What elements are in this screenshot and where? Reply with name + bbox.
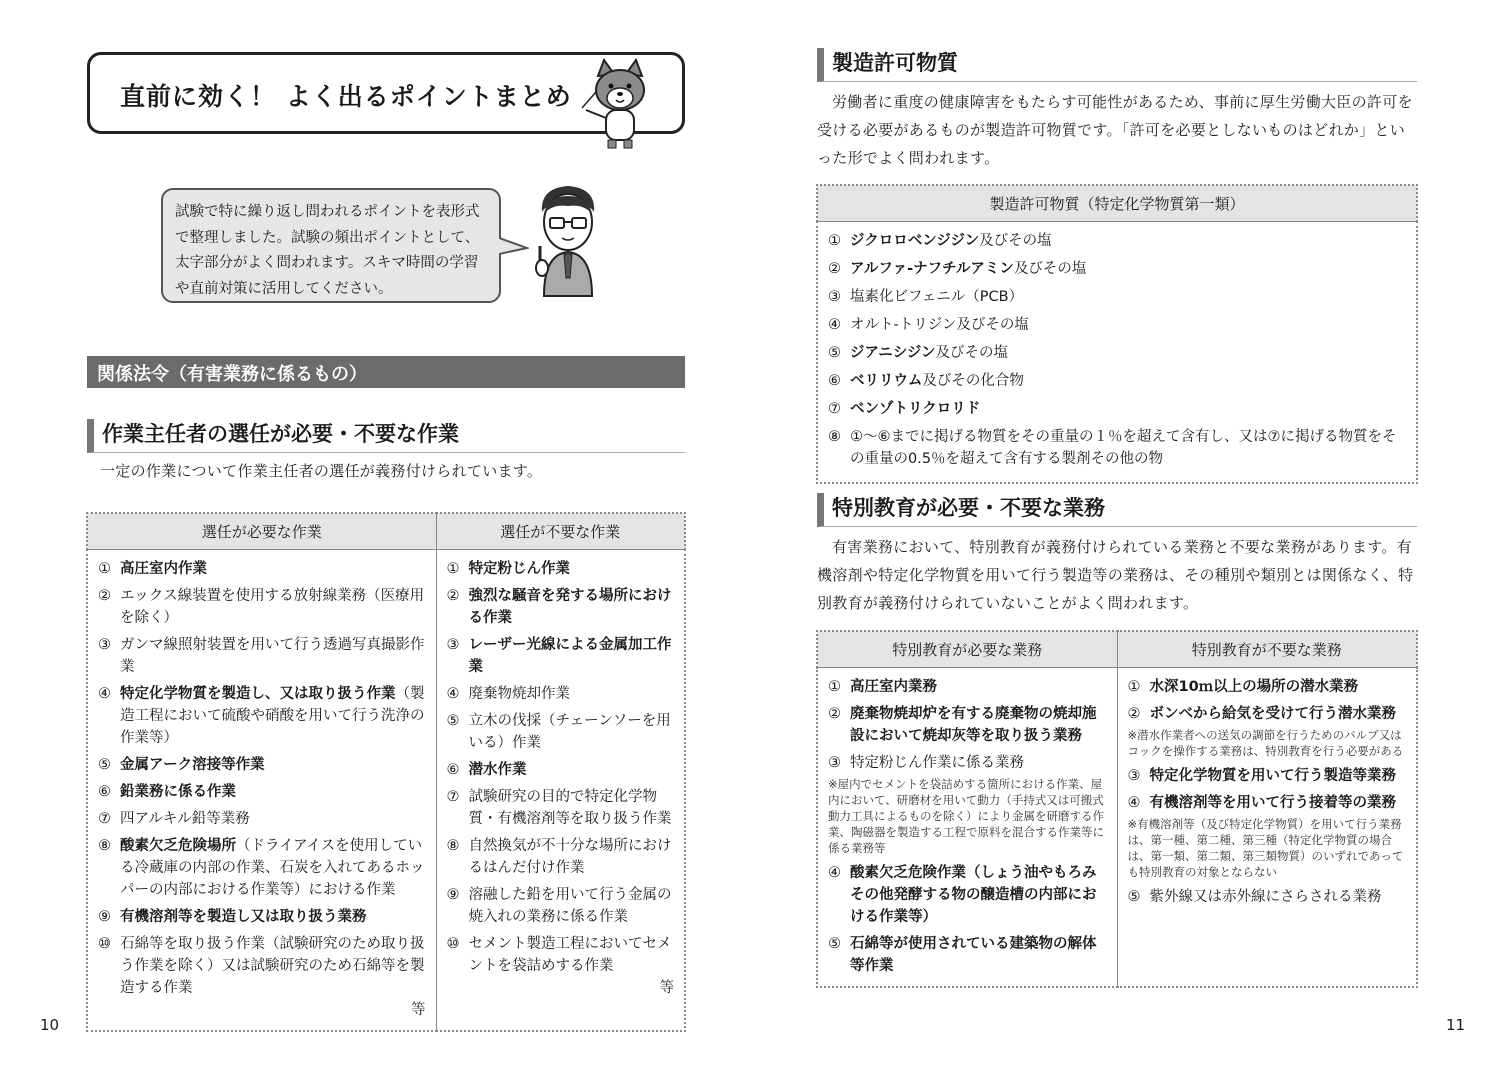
section-heading-tokubetsu: 特別教育が必要・不要な業務 [817,493,1417,527]
list-item: ③ 塩素化ビフェニル（PCB） [828,288,1024,305]
page-title: 直前に効く！ よく出るポイントまとめ [120,82,572,111]
note-text: ※有機溶剤等（及び特定化学物質）を用いて行う業務は、第一種、第二種、第三種（特定化学物質の場合は、第一類、第二類、第三類物質）のいずれであっても特別教育の対象とならない [1127,816,1404,879]
page-number-right: 11 [1446,1016,1466,1034]
list-item: ④ オルト-トリジン及びその塩 [828,316,1029,333]
list-seizou [817,221,1417,483]
list-item: ⑤ 石綿等が使用されている建築物の解体等作業 [828,935,1097,974]
list-item: ④ 酸素欠乏危険作業（しょう油やもろみその他発酵する物の醸造槽の内部における作業等） [828,864,1097,925]
list-item: ① 高圧室内業務 [828,678,937,695]
section-lead-seizou: 労働者に重度の健康障害をもたらす可能性があるため、事前に厚生労働大臣の許可を受ける必要があるものが製造許可物質です。「許可を必要としないものはどれか」といった形でよく問われます。 [817,93,1413,167]
section-heading-seizou: 製造許可物質 [817,48,1417,82]
table-tokubetsu [816,630,1418,988]
list-item: ③ ガンマ線照射装置を用いて行う透過写真撮影作業 [98,636,425,675]
col-header-not-required: 選任が不要な作業 [436,513,685,549]
list-item: ⑧ ①～⑥までに掲げる物質をその重量の１％を超えて含有し、又は⑦に掲げる物質をその重量の0.5％を超えて含有する製剤その他の物 [828,428,1397,467]
note-text: ※屋内でセメントを袋詰めする箇所における作業、屋内において、研磨材を用いて動力（手持式又は可搬式動力工具によるものを除く）により金属を研磨する作業、陶磁器を製造する工程で原料を混合する作業等に係る業務等 [828,776,1104,855]
col-header-edu-required: 特別教育が必要な業務 [817,631,1117,667]
section-band: 関係法令（有害業務に係るもの） [87,356,685,388]
col-header-seizou: 製造許可物質（特定化学物質第一類） [817,185,1417,221]
speech-bubble-tail [499,236,529,258]
list-item: ② ボンベから給気を受けて行う潜水業務 [1127,705,1396,722]
list-item: ② エックス線装置を使用する放射線業務（医療用を除く） [98,587,425,626]
section-heading-sennin: 作業主任者の選任が必要・不要な作業 [87,419,685,453]
col-header-required: 選任が必要な作業 [87,513,436,549]
list-item: ⑤ 立木の伐採（チェーンソーを用いる）作業 [446,712,671,751]
table-sennin [86,512,686,1032]
list-item: ③ レーザー光線による金属加工作業 [446,636,672,675]
note-text: ※潜水作業者への送気の調節を行うためのバルブ又はコックを操作する業務は、特別教育を行う必要がある [1127,727,1404,758]
list-not-required [436,549,685,1031]
list-item: ① 水深10ｍ以上の場所の潜水業務 [1127,678,1359,695]
teacher-illustration-icon [528,182,608,297]
list-item: ⑩ セメント製造工程においてセメントを袋詰めする作業 等 [446,935,674,996]
list-item: ② アルファ-ナフチルアミン及びその塩 [828,260,1087,277]
list-item: ③ 特定化学物質を用いて行う製造等業務 [1127,767,1396,784]
list-item: ② 強烈な騒音を発する場所における作業 [446,587,672,626]
list-item: ⑧ 自然換気が不十分な場所におけるはんだ付け作業 [446,837,672,876]
list-item: ② 廃棄物焼却炉を有する廃棄物の焼却施設において焼却灰等を取り扱う業務 [828,705,1097,744]
table-seizou [816,184,1418,484]
list-item: ③ 特定粉じん作業に係る業務 [828,754,1024,771]
list-item: ① 特定粉じん作業 [446,560,570,577]
list-item: ⑤ ジアニシジン及びその塩 [828,344,1009,361]
list-item: ⑦ 四アルキル鉛等業務 [98,810,250,827]
section-lead-tokubetsu: 有害業務において、特別教育が義務付けられている業務と不要な業務があります。有機溶剤や特定化学物質を用いて行う製造等の業務は、その種別や類別とは関係なく、特別教育が義務付けられていないことがよく問われます。 [817,538,1414,612]
list-item: ⑦ ベンゾトリクロリド [828,400,981,417]
list-item: ⑥ 潜水作業 [446,761,527,778]
list-item: ④ 有機溶剤等を用いて行う接着等の業務 [1127,794,1396,811]
list-item: ⑥ 鉛業務に係る作業 [98,783,236,800]
list-item: ⑨ 有機溶剤等を製造し又は取り扱う業務 [98,908,367,925]
list-item: ① ジクロロベンジジン及びその塩 [828,232,1052,249]
list-item: ⑥ ベリリウム及びその化合物 [828,372,1024,389]
list-required [87,549,436,1031]
section-lead-sennin: 一定の作業について作業主任者の選任が義務付けられています。 [100,462,543,480]
list-edu-required [817,667,1117,987]
list-item: ⑩ 石綿等を取り扱う作業（試験研究のため取り扱う作業を除く）又は試験研究のため石綿等を製造する作業 等 [98,935,426,1018]
list-item: ④ 特定化学物質を製造し、又は取り扱う作業（製造工程において硫酸や硝酸を用いて行う洗浄の作業等） [98,685,425,746]
list-item: ⑤ 紫外線又は赤外線にさらされる業務 [1127,888,1382,905]
list-item: ① 高圧室内作業 [98,560,207,577]
list-item: ⑨ 溶融した鉛を用いて行う金属の焼入れの業務に係る作業 [446,886,672,925]
speech-bubble: 試験で特に繰り返し問われるポイントを表形式で整理しました。試験の頻出ポイントとして、太字部分がよく問われます。スキマ時間の学習や直前対策に活用してください。 [161,188,501,303]
list-item: ⑧ 酸素欠乏危険場所（ドライアイスを使用している冷蔵庫の内部の作業、石炭を入れてあるホッパーの内部における作業等）における作業 [98,837,425,898]
dog-mascot-icon [580,58,660,150]
col-header-edu-not-required: 特別教育が不要な業務 [1117,631,1417,667]
list-item: ⑦ 試験研究の目的で特定化学物質・有機溶剤等を取り扱う作業 [446,788,672,827]
list-item: ④ 廃棄物焼却作業 [446,685,570,702]
list-item: ⑤ 金属アーク溶接等作業 [98,756,265,773]
page-number-left: 10 [40,1016,60,1034]
list-edu-not-required [1117,667,1417,987]
